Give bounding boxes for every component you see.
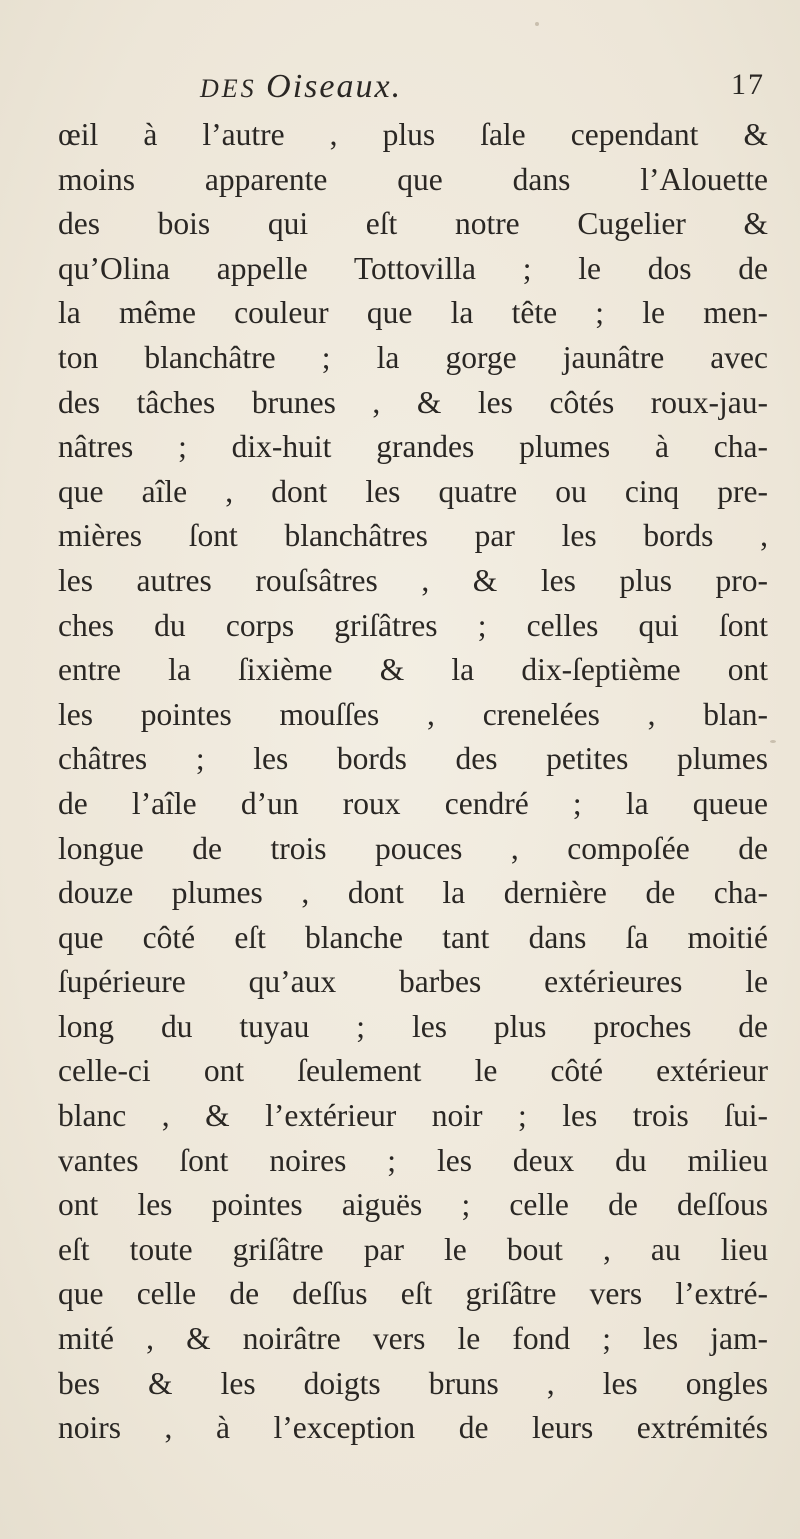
text-line: châtres ; les bords des petites plumes — [58, 741, 768, 777]
text-line: les pointes mouſſes , crenelées , blan- — [58, 696, 768, 732]
paper-speck — [770, 740, 776, 743]
text-line: douze plumes , dont la dernière de cha- — [58, 875, 768, 911]
text-line: moins apparente que dans l’Alouette — [58, 161, 768, 197]
text-line: des tâches brunes , & les côtés roux-jau- — [58, 384, 768, 420]
text-line: ont les pointes aiguës ; celle de deſſous — [58, 1187, 768, 1223]
text-line: eſt toute griſâtre par le bout , au lieu — [58, 1231, 768, 1267]
text-line: les autres rouſsâtres , & les plus pro- — [58, 562, 768, 598]
text-line: celle-ci ont ſeulement le côté extérieur — [58, 1053, 768, 1089]
page-number: 17 — [731, 68, 765, 101]
text-line: mité , & noirâtre vers le fond ; les jam- — [58, 1321, 768, 1357]
text-line: vantes ſont noires ; les deux du milieu — [58, 1142, 768, 1178]
text-line: que celle de deſſus eſt griſâtre vers l’extré- — [58, 1276, 768, 1312]
text-line: que côté eſt blanche tant dans ſa moitié — [58, 919, 768, 955]
running-title-prefix: DES — [200, 74, 267, 103]
text-line: bes & les doigts bruns , les ongles — [58, 1365, 768, 1401]
text-line: de l’aîle d’un roux cendré ; la queue — [58, 785, 768, 821]
body-text — [58, 113, 768, 1451]
text-line: longue de trois pouces , compoſée de — [58, 830, 768, 866]
text-line: que aîle , dont les quatre ou cinq pre- — [58, 473, 768, 509]
text-line: la même couleur que la tête ; le men- — [58, 295, 768, 331]
running-title-main: Oiseaux. — [266, 68, 403, 105]
running-title — [200, 68, 402, 106]
text-line: long du tuyau ; les plus proches de — [58, 1008, 768, 1044]
running-header — [200, 68, 765, 108]
text-line: qu’Olina appelle Tottovilla ; le dos de — [58, 250, 768, 286]
text-line: mières ſont blanchâtres par les bords , — [58, 518, 768, 554]
text-line: œil à l’autre , plus ſale cependant & — [58, 117, 768, 152]
text-line: noirs , à l’exception de leurs extrémités — [58, 1410, 768, 1446]
text-line: ſupérieure qu’aux barbes extérieures le — [58, 964, 768, 1000]
paper-speck — [535, 22, 539, 26]
text-line: entre la ſixième & la dix-ſeptième ont — [58, 652, 768, 688]
text-line: ton blanchâtre ; la gorge jaunâtre avec — [58, 339, 768, 375]
text-line: nâtres ; dix-huit grandes plumes à cha- — [58, 429, 768, 465]
text-line: ches du corps griſâtres ; celles qui ſont — [58, 607, 768, 643]
text-line: blanc , & l’extérieur noir ; les trois ſui- — [58, 1098, 768, 1134]
text-line: des bois qui eſt notre Cugelier & — [58, 206, 768, 242]
